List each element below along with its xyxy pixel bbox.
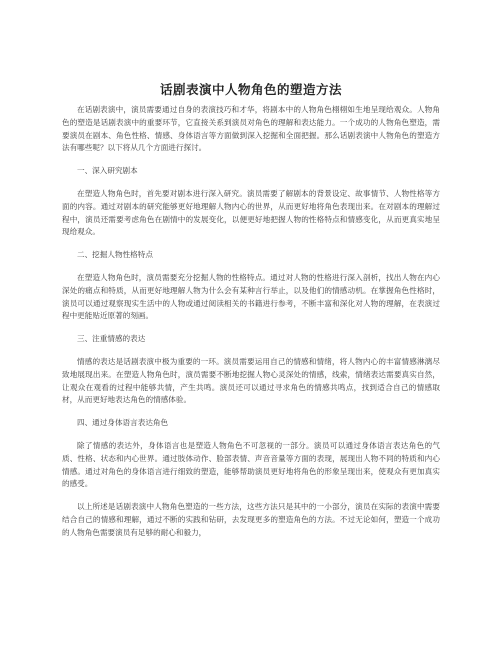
section-heading-3: 三、注重情感的表达 [77,334,146,344]
section-heading-1: 一、深入研究剧本 [77,166,138,176]
section-body-1: 在塑造人物角色时，首先要对剧本进行深入研究。演员需要了解剧本的背景设定、故事情节、人物性格等方面的内容。通过对剧本的研究能够更好地理解人物内心的世界，从而更好地将角色表现出来。在对剧本的理解过程中，演员还需要考虑角色在剧情中的发展变化，以便更好地把握人物的性格特点和情感变化，从而更真实地呈现给观众。 [62,188,440,237]
section-heading-2: 二、挖掘人物性格特点 [77,250,153,260]
section-body-3: 情感的表达是话剧表演中极为重要的一环。演员需要运用自己的情感和情绪，将人物内心的丰富情感淋漓尽致地展现出来。在塑造人物角色时，演员需要不断地挖掘人物心灵深处的情感，线索，情绪表达需要真实自然，让观众在观看的过程中能够共情，产生共鸣。演员还可以通过寻求角色的情感共鸣点，找到适合自己的情感取材，从而更好地表达角色的情感体验。 [62,356,440,405]
document-body [62,104,440,550]
conclusion-paragraph: 以上所述是话剧表演中人物角色塑造的一些方法，这些方法只是其中的一小部分，演员在实际的表演中需要结合自己的情感和理解，通过不断的实践和钻研，去发现更多的塑造角色的方法。不过无论如何，塑造一个成功的人物角色需要演员有足够的耐心和毅力， [62,502,440,537]
section-body-4: 除了情感的表达外，身体语言也是塑造人物角色不可忽视的一部分。演员可以通过身体语言表达角色的气质、性格、状态和内心世界。通过肢体动作、脸部表情、声音音量等方面的表现，展现出人物不同的特质和内心情感。通过对角色的身体语言进行细致的塑造，能够帮助演员更好地将角色的形象呈现出来，使观众有更加真实的感受。 [62,440,440,489]
section-body-2: 在塑造人物角色时，演员需要充分挖掘人物的性格特点。通过对人物的性格进行深入剖析，找出人物在内心深处的痛点和特质，从而更好地理解人物为什么会有某种言行举止，以及他们的情感动机。在掌握角色性格时，演员可以通过观察现实生活中的人物或通过阅读相关的书籍进行参考，不断丰富和深化对人物的理解，在表演过程中更能贴近原著的刻画。 [62,272,440,321]
section-heading-4: 四、通过身体语言表达角色 [77,418,169,428]
intro-paragraph: 在话剧表演中，演员需要通过自身的表演技巧和才华，将剧本中的人物角色栩栩如生地呈现给观众。人物角色的塑造是话剧表演中的重要环节，它直接关系到演员对角色的理解和表达能力。一个成功的人物角色塑造，需要演员在剧本、角色性格、情感、身体语言等方面做到深入挖掘和全面把握。那么话剧表演中人物角色的塑造方法有哪些呢？以下将从几个方面进行探讨。 [62,105,440,153]
document-title: 话剧表演中人物角色的塑造方法 [159,82,342,97]
